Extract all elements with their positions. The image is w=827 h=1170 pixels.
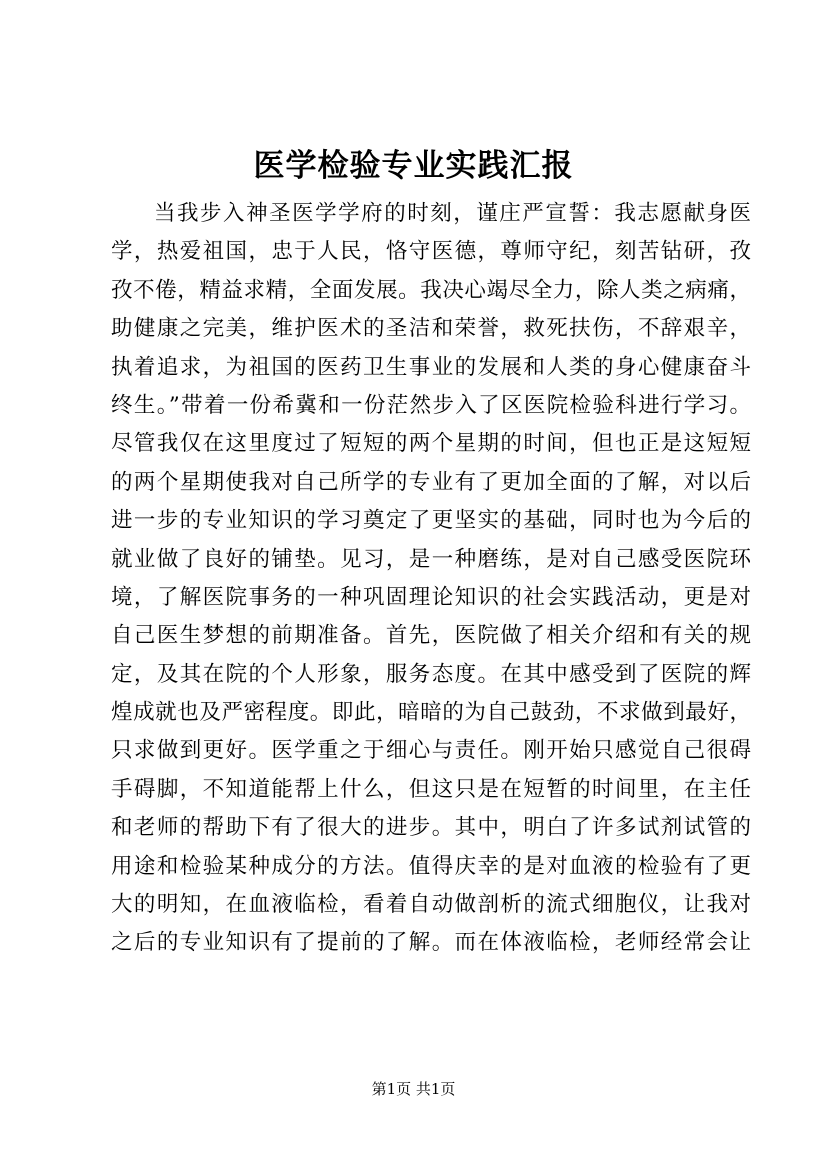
body-line: 用途和检验某种成分的方法。值得庆幸的是对血液的检验有了更 [111,853,751,879]
body-line: 和老师的帮助下有了很大的进步。其中，明白了许多试剂试管的 [111,815,751,841]
body-line: 大的明知，在血液临检，看着自动做剖析的流式细胞仪，让我对 [111,892,751,918]
body-line: 境，了解医院事务的一种巩固理论知识的社会实践活动，更是对 [111,584,751,610]
page-footer: 第1页 共1页 [371,1080,456,1098]
document-body [111,195,751,963]
body-line: 只求做到更好。医学重之于细心与责任。刚开始只感觉自己很碍 [111,738,751,764]
document-title: 医学检验专业实践汇报 [253,148,574,184]
body-line: 助健康之完美，维护医术的圣洁和荣誉，救死扶伤，不辞艰辛， [111,316,751,342]
body-line: 之后的专业知识有了提前的了解。而在体液临检，老师经常会让 [111,930,751,956]
body-line: 煌成就也及严密程度。即此，暗暗的为自己鼓劲，不求做到最好， [111,700,751,726]
body-line: 尽管我仅在这里度过了短短的两个星期的时间，但也正是这短短 [111,431,751,457]
body-line: 执着追求，为祖国的医药卫生事业的发展和人类的身心健康奋斗 [111,354,751,380]
body-line: 进一步的专业知识的学习奠定了更坚实的基础，同时也为今后的 [111,508,751,534]
body-line: 定，及其在院的个人形象，服务态度。在其中感受到了医院的辉 [111,661,751,687]
body-line: 的两个星期使我对自己所学的专业有了更加全面的了解，对以后 [111,469,751,495]
body-line: 当我步入神圣医学学府的时刻，谨庄严宣誓：我志愿献身医 [154,201,751,226]
body-line: 孜不倦，精益求精，全面发展。我决心竭尽全力，除人类之病痛， [111,277,751,303]
body-line: 学，热爱祖国，忠于人民，恪守医德，尊师守纪，刻苦钻研，孜 [111,239,751,265]
body-line: 自己医生梦想的前期准备。首先，医院做了相关介绍和有关的规 [111,623,751,649]
body-line: 终生。”带着一份希冀和一份茫然步入了区医院检验科进行学习。 [111,392,751,418]
body-line: 就业做了良好的铺垫。见习，是一种磨练，是对自己感受医院环 [111,546,751,572]
body-line: 手碍脚，不知道能帮上什么，但这只是在短暂的时间里，在主任 [111,776,751,802]
